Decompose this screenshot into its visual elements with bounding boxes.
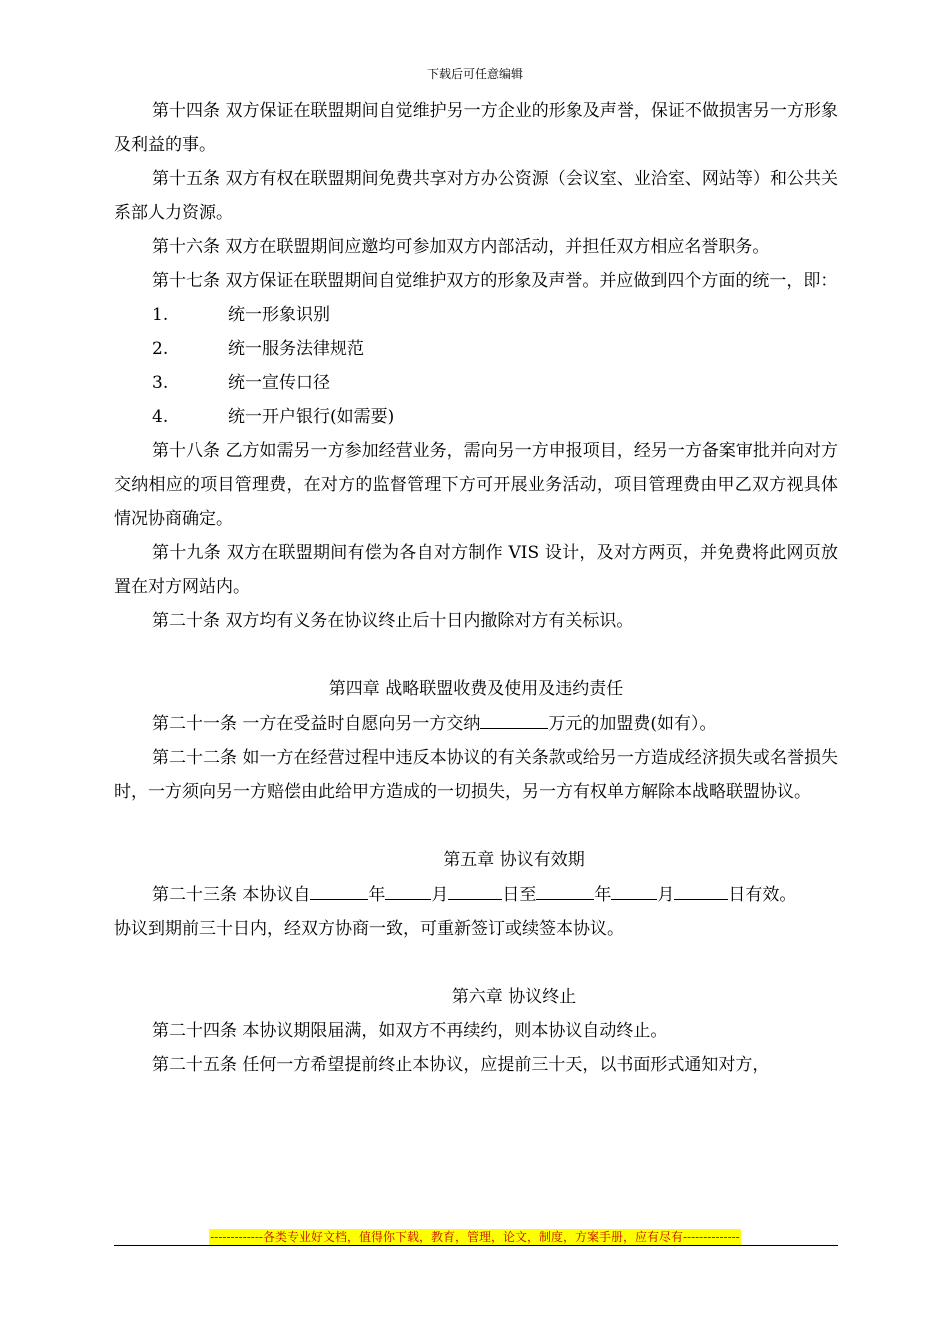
chapter-4-title: 第四章 战略联盟收费及使用及违约责任: [328, 679, 624, 699]
article-16: 第十六条 双方在联盟期间应邀均可参加双方内部活动，并担任双方相应名誉职务。: [152, 237, 770, 257]
year-label: 年: [368, 885, 386, 905]
month-label: 月: [431, 885, 449, 905]
article-19: 第十九条 双方在联盟期间有偿为各自对方制作 VIS 设计，及对方两页，并免费将此网页放置在对方网站内。: [114, 543, 838, 597]
day-label: 日有效。: [728, 885, 797, 905]
article-14: 第十四条 双方保证在联盟期间自觉维护另一方企业的形象及声誉，保证不做损害另一方形象及利益的事。: [114, 101, 838, 155]
list-number: 2.: [152, 339, 169, 359]
fee-blank: [480, 706, 548, 729]
list-number: 3.: [152, 373, 169, 393]
start-year-blank: [310, 877, 368, 900]
article-25: 第二十五条 任何一方希望提前终止本协议，应提前三十天，以书面形式通知对方，: [152, 1055, 770, 1075]
list-text: 统一开户银行(如需要): [228, 407, 395, 427]
document-body: [114, 94, 838, 1082]
day-label: 日至: [502, 885, 537, 905]
chapter-5-title: 第五章 协议有效期: [443, 850, 585, 870]
article-21-text: 第二十一条 一方在受益时自愿向另一方交纳: [152, 714, 481, 734]
list-text: 统一服务法律规范: [228, 339, 364, 359]
article-23-text: 第二十三条 本协议自: [152, 885, 311, 905]
list-item: [114, 332, 838, 366]
page-header: 下载后可任意编辑: [426, 67, 523, 81]
list-text: 统一宣传口径: [228, 373, 330, 393]
article-20: 第二十条 双方均有义务在协议终止后十日内撤除对方有关标识。: [152, 611, 634, 631]
list-item: [114, 366, 838, 400]
end-year-blank: [536, 877, 594, 900]
article-18: 第十八条 乙方如需另一方参加经营业务，需向另一方申报项目，经另一方备案审批并向对方交纳相应的项目管理费，在对方的监督管理下方可开展业务活动，项目管理费由甲乙双方视具体情况协商确定。: [114, 441, 838, 529]
article-22: 第二十二条 如一方在经营过程中违反本协议的有关条款或给另一方造成经济损失或名誉损失时，一方须向另一方赔偿由此给甲方造成的一切损失，另一方有权单方解除本战略联盟协议。: [114, 748, 838, 802]
month-label: 月: [657, 885, 675, 905]
article-21: [114, 706, 838, 741]
chapter-6-title: 第六章 协议终止: [451, 987, 577, 1007]
list-item: [114, 298, 838, 332]
end-day-blank: [674, 877, 728, 900]
article-24: 第二十四条 本协议期限届满，如双方不再续约，则本协议自动终止。: [152, 1021, 668, 1041]
article-17: 第十七条 双方保证在联盟期间自觉维护双方的形象及声誉。并应做到四个方面的统一，即：: [152, 271, 838, 291]
year-label: 年: [594, 885, 612, 905]
start-month-blank: [385, 877, 431, 900]
list-number: 1.: [152, 305, 169, 325]
footer-divider: [114, 1245, 838, 1246]
footer-text: -------------各类专业好文档，值得你下载，教育，管理，论文，制度，方案手册，应有尽有--------------: [210, 1230, 740, 1244]
list-item: [114, 400, 838, 434]
start-day-blank: [448, 877, 502, 900]
footer-banner: [0, 1226, 950, 1245]
list-number: 4.: [152, 407, 169, 427]
list-text: 统一形象识别: [228, 305, 330, 325]
article-15: 第十五条 双方有权在联盟期间免费共享对方办公资源（会议室、业洽室、网站等）和公共关系部人力资源。: [114, 169, 838, 223]
article-23: [114, 877, 838, 912]
article-23-continued: 协议到期前三十日内，经双方协商一致，可重新签订或续签本协议。: [114, 919, 624, 939]
end-month-blank: [611, 877, 657, 900]
article-21-suffix: 万元的加盟费(如有）。: [548, 714, 717, 734]
